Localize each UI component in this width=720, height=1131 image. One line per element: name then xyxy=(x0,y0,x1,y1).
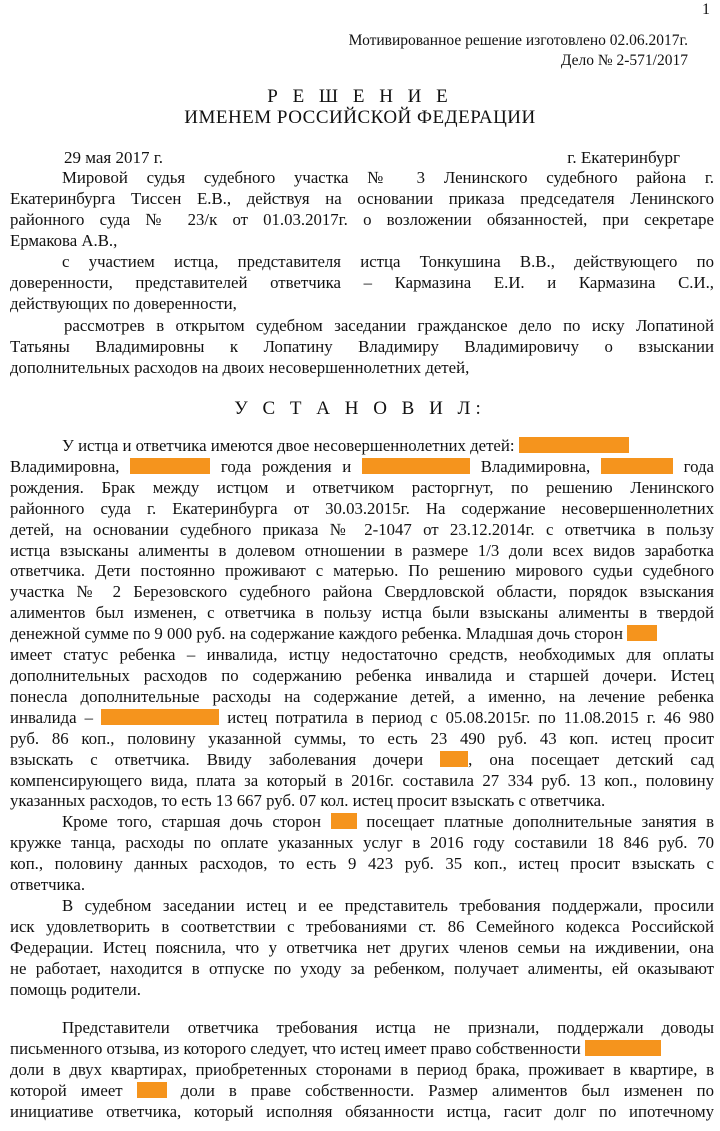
text-line: районного суда г. Екатеринбурга от 30.03.2015г. На содержание несовершеннолетних xyxy=(10,498,714,518)
text-line: У истца и ответчика имеются двое несовершеннолетних детей: xyxy=(10,436,714,457)
paragraph-2 xyxy=(10,812,714,896)
text-line: Представители ответчика требования истца не признали, поддержали доводы xyxy=(62,1018,714,1037)
text-line: районного суда № 23/к от 01.03.2017г. о возложении обязанностей, при секретаре xyxy=(10,209,714,229)
text-line: компенсирующего вида, плата за который в 2016г. составила 27 334 руб. 13 коп., половину xyxy=(10,770,714,790)
text-line: истца взысканы алименты в долевом отношении в размере 1/3 доли всех видов заработка xyxy=(10,540,714,560)
text-line: взыскать с ответчика. Ввиду заболевания дочери , она посещает детский сад xyxy=(10,749,714,769)
text-line: с участием истца, представителя истца Тонкушина В.В., действующего по xyxy=(62,252,714,271)
text-line: имеет статус ребенка – инвалида, истцу недостаточно средств, необходимых для оплаты xyxy=(10,645,714,665)
text-line: не работает, находится в отпуске по уходу за ребенком, получает алименты, ей оказывают xyxy=(10,958,714,978)
text-line: доверенности, представителей ответчика – Кармазина Е.И. и Кармазина С.И., xyxy=(10,272,714,292)
text-line: инициативе ответчика, который исполняя обязанности истца, гасит долг по ипотечному xyxy=(10,1101,714,1121)
intro-paragraph xyxy=(10,168,714,252)
text-line: дополнительных расходов по содержанию ребенка инвалида и старшей дочери. Истец xyxy=(10,665,714,685)
decision-city: г. Екатеринбург xyxy=(567,148,680,167)
text-line: которой имеет доли в праве собственности. Размер алиментов был изменен по xyxy=(10,1080,714,1100)
text-line: В судебном заседании истец и ее представитель требования поддержали, просили xyxy=(62,896,714,915)
redaction-mark xyxy=(331,813,357,829)
redaction-mark xyxy=(440,751,468,767)
redaction-mark xyxy=(585,1040,661,1056)
redaction-mark xyxy=(519,437,629,453)
document-subtitle: ИМЕНЕМ РОССИЙСКОЙ ФЕДЕРАЦИИ xyxy=(184,107,536,128)
text-line: коп., половину данных расходов, то есть 9 423 руб. 35 коп., истец просит взыскать с xyxy=(10,853,714,873)
text-line: рассмотрев в открытом судебном заседании гражданское дело по иску Лопатиной xyxy=(64,316,714,335)
text-line: участка № 2 Березовского судебного района Свердловской области, порядок взыскания xyxy=(10,582,714,602)
text-line: дополнительных расходов на двоих несовершеннолетних детей, xyxy=(10,357,470,377)
text-line: руб. 86 коп., половину указанной суммы, то есть 23 490 руб. 43 коп. истец просит xyxy=(10,728,714,748)
established-heading: У С Т А Н О В И Л: xyxy=(234,398,486,419)
decision-made-date: Мотивированное решение изготовлено 02.06.2017г. xyxy=(348,32,688,49)
redaction-mark xyxy=(601,458,673,474)
text-line: помощь родители. xyxy=(10,979,141,999)
text-line: иск удовлетворить в соответствии с требованиями ст. 86 Семейного кодекса Российской xyxy=(10,916,714,936)
decision-date: 29 мая 2017 г. xyxy=(64,148,164,167)
paragraph-3 xyxy=(10,896,714,1001)
text-line: Кроме того, старшая дочь сторон посещает платные дополнительные занятия в xyxy=(62,812,714,831)
redaction-mark xyxy=(130,458,210,474)
text-line: детей, на основании судебного приказа № 2-1047 от 23.12.2014г. с ответчика в пользу xyxy=(10,519,714,539)
text-line: Екатеринбурга Тиссен Е.В., действуя на основании приказа председателя Ленинского xyxy=(10,188,714,208)
text-line: кружке танца, расходы по оплате указанных услуг в 2016 году составили 18 846 руб. 70 xyxy=(10,832,714,852)
text-line: Мировой судья судебного участка № 3 Ленинского судебного района г. xyxy=(62,168,714,187)
page-number: 1 xyxy=(702,1,710,18)
text-line: алиментов был изменен, с ответчика в пользу истца были взысканы алименты в твердой xyxy=(10,603,714,623)
considered-paragraph xyxy=(10,316,714,379)
text-line: Федерации. Истец пояснила, что у ответчика нет других членов семьи на иждивении, она xyxy=(10,937,714,957)
text-line: письменного отзыва, из которого следует, что истец имеет право собственности xyxy=(10,1039,714,1060)
text-line: денежной сумме по 9 000 руб. на содержание каждого ребенка. Младшая дочь сторон xyxy=(10,624,714,645)
text-line: доли в двух квартирах, приобретенных сторонами в период брака, проживает в квартире, в xyxy=(10,1059,714,1079)
text-line: действующих по доверенности, xyxy=(10,293,237,313)
text-line: Татьяны Владимировны к Лопатину Владимиру Владимировичу о взыскании xyxy=(10,336,714,356)
text-line: ответчика. Дети постоянно проживают с матерью. По решению мирового судьи судебного xyxy=(10,561,714,581)
paragraph-1 xyxy=(10,436,714,812)
text-line: Ермакова А.В., xyxy=(10,230,118,250)
document-title: Р Е Ш Е Н И Е xyxy=(267,86,453,107)
text-line: Владимировна, года рождения и Владимировна, года xyxy=(10,456,714,476)
text-line: инвалида – истец потратила в период с 05.08.2015г. по 11.08.2015 г. 46 980 xyxy=(10,707,714,727)
redaction-mark xyxy=(627,625,657,641)
redaction-mark xyxy=(101,709,219,725)
text-line: рождения. Брак между истцом и ответчиком расторгнут, по решению Ленинского xyxy=(10,477,714,497)
text-line: указанных расходов, то есть 13 667 руб. 07 кол. истец просит взыскать с ответчика. xyxy=(10,791,606,811)
case-number: Дело № 2-571/2017 xyxy=(560,52,688,69)
redaction-mark xyxy=(362,458,470,474)
text-line: ответчика. xyxy=(10,874,86,894)
paragraph-4 xyxy=(10,1018,714,1123)
participants-paragraph xyxy=(10,252,714,315)
text-line: понесла дополнительные расходы на содержание детей, а именно, на лечение ребенка xyxy=(10,686,714,706)
redaction-mark xyxy=(137,1082,167,1098)
